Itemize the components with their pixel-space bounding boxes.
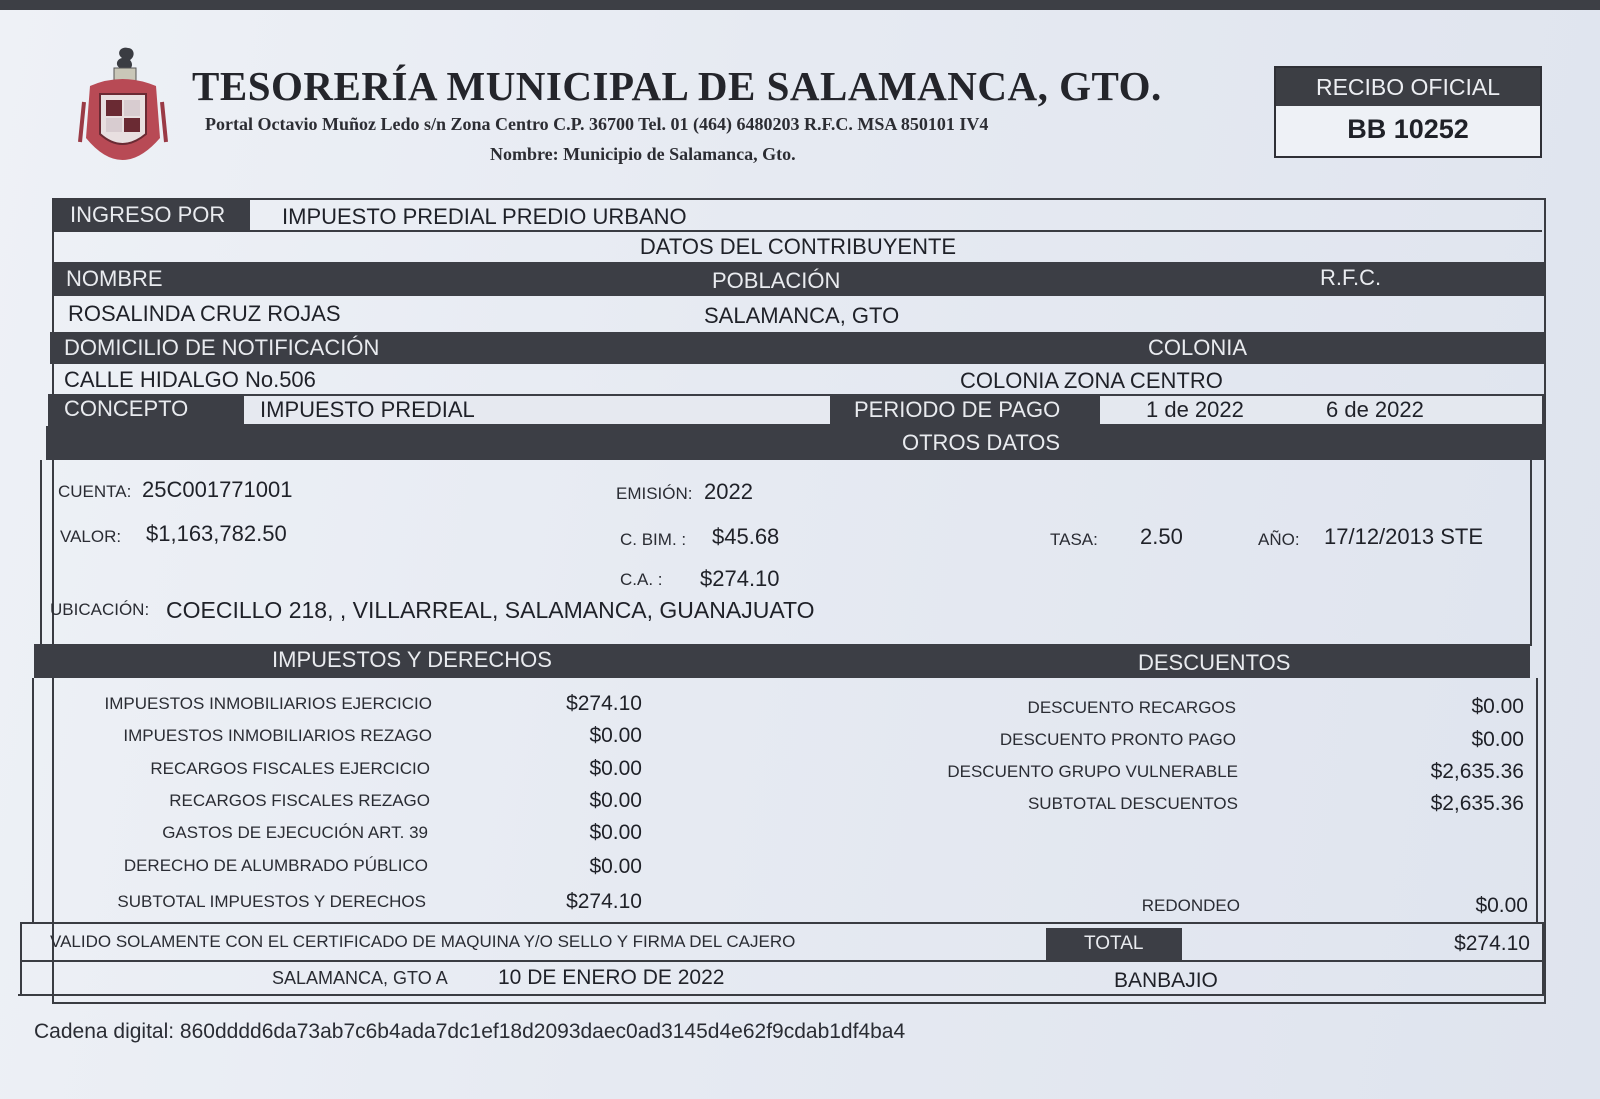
cuenta-label: CUENTA: [58,482,132,501]
tasa-value: 2.50 [1140,524,1183,549]
bank-name: BANBAJIO [1114,969,1218,992]
colonia-label: COLONIA [1148,335,1248,360]
emision-label: EMISIÓN: [616,484,693,503]
nombre-label: NOMBRE [66,266,163,291]
ubicacion-label: UBICACIÓN: [50,600,150,619]
treasury-name: Nombre: Municipio de Salamanca, Gto. [490,144,796,164]
impuesto-label: GASTOS DE EJECUCIÓN ART. 39 [162,823,428,842]
place-label: SALAMANCA, GTO A [272,968,448,988]
impuesto-value: $0.00 [589,855,642,878]
ubicacion-value: COECILLO 218, , VILLARREAL, SALAMANCA, GUANAJUATO [166,597,815,623]
descuento-value: $2,635.36 [1430,760,1524,783]
divider [54,230,1542,232]
emision-value: 2022 [704,479,753,504]
impuesto-label: IMPUESTOS INMOBILIARIOS EJERCICIO [104,694,432,713]
descuento-subtotal-label: SUBTOTAL DESCUENTOS [1027,794,1238,813]
domicilio-label: DOMICILIO DE NOTIFICACIÓN [64,335,380,360]
right-border [1530,460,1532,646]
concepto-label: CONCEPTO [64,396,189,421]
impuesto-label: RECARGOS FISCALES REZAGO [169,791,430,810]
impuesto-label: IMPUESTOS INMOBILIARIOS REZAGO [123,726,432,745]
tasa-label: TASA: [1050,530,1098,549]
impuesto-value: $274.10 [566,692,642,715]
descuento-value: $0.00 [1471,728,1524,751]
impuesto-subtotal-value: $274.10 [566,890,642,913]
contribuyente-header-bar [52,262,1544,296]
redondeo-value: $0.00 [1475,894,1528,917]
digital-chain: Cadena digital: 860dddd6da73ab7c6b4ada7dc1ef18d2093daec0ad3145d4e62f9cdab1df4ba4 [34,1020,906,1043]
descuento-label: DESCUENTO GRUPO VULNERABLE [947,762,1238,781]
impuesto-value: $0.00 [589,821,642,844]
valor-value: $1,163,782.50 [146,521,287,546]
descuento-value: $0.00 [1471,695,1524,718]
photo-edge [0,0,1600,10]
impuesto-label: DERECHO DE ALUMBRADO PÚBLICO [123,856,428,875]
ca-label: C.A. : [620,570,663,589]
cbim-value: $45.68 [712,524,780,549]
otros-datos-bar [46,426,1544,460]
treasury-title: TESORERÍA MUNICIPAL DE SALAMANCA, GTO. [192,63,1162,109]
footer-left-border [20,922,22,994]
redondeo-label: REDONDEO [1141,896,1240,915]
descuentos-title: DESCUENTOS [1138,650,1291,675]
cbim-label: C. BIM. : [620,530,687,549]
colonia-value: COLONIA ZONA CENTRO [960,368,1223,393]
footer-mid-line [20,960,1542,962]
footer-bottom-line [18,994,1544,996]
treasury-address: Portal Octavio Muñoz Ledo s/n Zona Centro C.P. 36700 Tel. 01 (464) 6480203 R.F.C. MSA 850101 IV4 [205,114,989,134]
right-border-lower [1536,678,1538,922]
left-border [40,460,42,646]
impuesto-value: $0.00 [589,789,642,812]
impuesto-value: $0.00 [589,724,642,747]
total-label: TOTAL [1084,933,1144,954]
total-value: $274.10 [1454,932,1530,955]
official-receipt-label: RECIBO OFICIAL [1276,68,1540,106]
valid-notice: VALIDO SOLAMENTE CON EL CERTIFICADO DE MAQUINA Y/O SELLO Y FIRMA DEL CAJERO [50,932,796,951]
ca-value: $274.10 [700,566,780,591]
contribuyente-section-title: DATOS DEL CONTRIBUYENTE [639,234,957,259]
periodo-inicio: 1 de 2022 [1146,397,1244,422]
periodo-label: PERIODO DE PAGO [854,397,1061,422]
domicilio-value: CALLE HIDALGO No.506 [64,367,316,392]
impuesto-value: $0.00 [589,757,642,780]
descuento-label: DESCUENTO RECARGOS [1027,698,1236,717]
anio-label: AÑO: [1258,530,1300,549]
otros-datos-title: OTROS DATOS [902,430,1061,455]
periodo-fin: 6 de 2022 [1326,397,1424,422]
rfc-label: R.F.C. [1320,265,1382,290]
receipt-number: BB 10252 [1347,114,1469,144]
domicilio-header-bar [50,332,1544,364]
ingreso-label: INGRESO POR [70,202,226,227]
date-value: 10 DE ENERO DE 2022 [498,966,725,989]
coat-of-arms-logo [76,42,168,182]
impuesto-label: RECARGOS FISCALES EJERCICIO [150,759,430,778]
anio-value: 17/12/2013 STE [1324,524,1484,549]
concepto-value: IMPUESTO PREDIAL [260,397,475,422]
descuento-subtotal-value: $2,635.36 [1430,792,1524,815]
footer-right-border [1542,922,1544,994]
impuesto-subtotal-label: SUBTOTAL IMPUESTOS Y DERECHOS [117,892,426,911]
ingreso-value: IMPUESTO PREDIAL PREDIO URBANO [282,204,687,229]
official-receipt-box [1274,66,1542,158]
impuestos-title: IMPUESTOS Y DERECHOS [272,647,552,672]
footer-top-line [20,922,1542,924]
impuestos-descuentos-bar [34,644,1530,678]
total-label-bar [1046,928,1182,960]
descuento-label: DESCUENTO PRONTO PAGO [999,730,1236,749]
cuenta-value: 25C001771001 [142,477,293,502]
nombre-value: ROSALINDA CRUZ ROJAS [68,301,341,326]
poblacion-value: SALAMANCA, GTO [704,303,900,328]
left-border-lower [32,678,34,922]
poblacion-label: POBLACIÓN [712,268,841,293]
ingreso-label-bar [54,200,250,230]
valor-label: VALOR: [60,527,122,546]
